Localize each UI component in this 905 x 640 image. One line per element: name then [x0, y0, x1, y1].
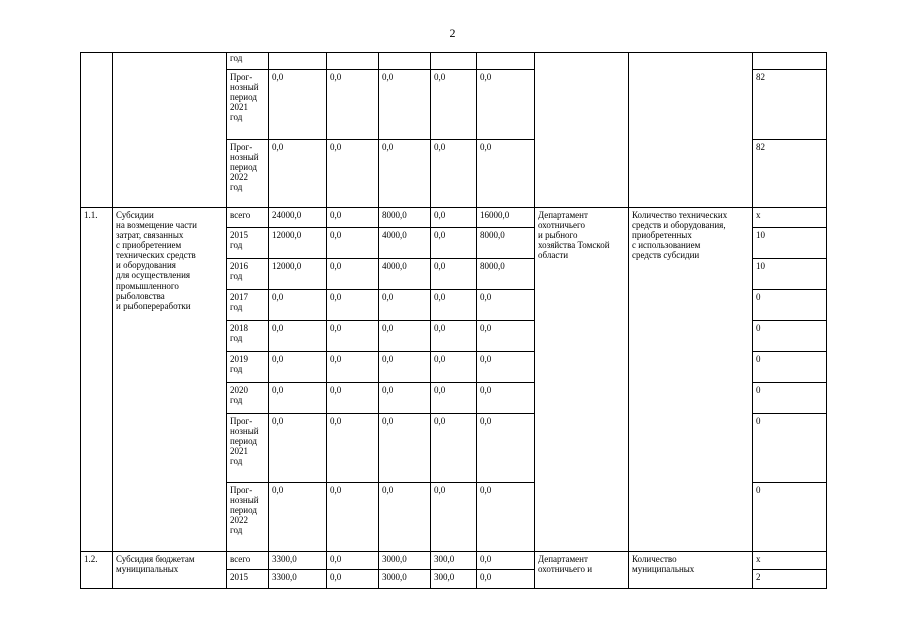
- value-cell: 0,0: [431, 259, 477, 290]
- indicator-value-cell: 10: [753, 228, 827, 259]
- period-cell: всего: [227, 208, 269, 228]
- indicator-value-cell: 0: [753, 352, 827, 383]
- indicator-value-cell: 82: [753, 70, 827, 140]
- value-cell: 0,0: [477, 570, 535, 589]
- period-cell: 2015 год: [227, 228, 269, 259]
- value-cell: 0,0: [379, 483, 431, 552]
- indicator-value-cell: 82: [753, 140, 827, 208]
- table-row: [81, 552, 827, 570]
- value-cell: 0,0: [431, 70, 477, 140]
- value-cell: 0,0: [327, 228, 379, 259]
- value-cell: 0,0: [379, 414, 431, 483]
- table-row: [81, 53, 827, 70]
- indicator-value-cell: 0: [753, 483, 827, 552]
- value-cell: 0,0: [431, 290, 477, 321]
- period-cell: 2017 год: [227, 290, 269, 321]
- value-cell: 4000,0: [379, 228, 431, 259]
- indicator-value-cell: 0: [753, 290, 827, 321]
- indicator-value-cell: 0: [753, 321, 827, 352]
- value-cell: 0,0: [477, 290, 535, 321]
- indicator-cell: Количество технических средств и оборудования, приобретенных с использованием средств субсидии: [629, 208, 753, 552]
- num-cell: 1.2.: [81, 552, 113, 589]
- value-cell: 0,0: [327, 208, 379, 228]
- period-cell: Прог- нозный период 2022 год: [227, 140, 269, 208]
- indicator-cell: [629, 53, 753, 208]
- table-row: [81, 208, 827, 228]
- value-cell: 300,0: [431, 552, 477, 570]
- value-cell: 0,0: [327, 352, 379, 383]
- period-cell: всего: [227, 552, 269, 570]
- value-cell: 0,0: [379, 140, 431, 208]
- value-cell: 0,0: [269, 383, 327, 414]
- executor-cell: [535, 53, 629, 208]
- value-cell: 0,0: [327, 552, 379, 570]
- value-cell: 0,0: [477, 352, 535, 383]
- period-cell: 2016 год: [227, 259, 269, 290]
- num-cell: 1.1.: [81, 208, 113, 552]
- indicator-value-cell: 0: [753, 414, 827, 483]
- value-cell: 0,0: [431, 321, 477, 352]
- executor-cell: Департамент охотничьего и рыбного хозяйства Томской области: [535, 208, 629, 552]
- value-cell: 0,0: [477, 140, 535, 208]
- value-cell: [379, 53, 431, 70]
- page-number: 2: [449, 26, 456, 40]
- value-cell: 0,0: [327, 321, 379, 352]
- value-cell: 0,0: [269, 70, 327, 140]
- value-cell: 12000,0: [269, 228, 327, 259]
- value-cell: 0,0: [379, 383, 431, 414]
- value-cell: 3000,0: [379, 552, 431, 570]
- value-cell: 3000,0: [379, 570, 431, 589]
- period-cell: Прог- нозный период 2021 год: [227, 414, 269, 483]
- name-cell: [113, 53, 227, 208]
- program-table: [80, 52, 827, 589]
- indicator-cell: Количество муниципальных: [629, 552, 753, 589]
- value-cell: 0,0: [379, 321, 431, 352]
- value-cell: [327, 53, 379, 70]
- value-cell: 0,0: [327, 483, 379, 552]
- value-cell: 0,0: [379, 352, 431, 383]
- indicator-value-cell: 2: [753, 570, 827, 589]
- value-cell: 0,0: [327, 414, 379, 483]
- indicator-value-cell: [753, 53, 827, 70]
- period-cell: Прог- нозный период 2021 год: [227, 70, 269, 140]
- indicator-value-cell: x: [753, 208, 827, 228]
- value-cell: 300,0: [431, 570, 477, 589]
- num-cell: [81, 53, 113, 208]
- value-cell: 0,0: [431, 483, 477, 552]
- period-cell: Прог- нозный период 2022 год: [227, 483, 269, 552]
- value-cell: 8000,0: [477, 228, 535, 259]
- value-cell: 0,0: [327, 140, 379, 208]
- value-cell: 0,0: [269, 483, 327, 552]
- value-cell: 0,0: [477, 552, 535, 570]
- indicator-value-cell: x: [753, 552, 827, 570]
- indicator-value-cell: 0: [753, 383, 827, 414]
- value-cell: 0,0: [327, 259, 379, 290]
- value-cell: 0,0: [269, 140, 327, 208]
- period-cell: 2018 год: [227, 321, 269, 352]
- value-cell: 12000,0: [269, 259, 327, 290]
- value-cell: 0,0: [327, 70, 379, 140]
- value-cell: 3300,0: [269, 570, 327, 589]
- period-cell: год: [227, 53, 269, 70]
- value-cell: 0,0: [269, 352, 327, 383]
- name-cell: Субсидии на возмещение части затрат, связанных с приобретением технических средств и оборудования для осуществления промышленного рыболовства и рыбопереработки: [113, 208, 227, 552]
- value-cell: 4000,0: [379, 259, 431, 290]
- value-cell: 0,0: [477, 321, 535, 352]
- value-cell: 0,0: [477, 414, 535, 483]
- value-cell: 0,0: [477, 483, 535, 552]
- period-cell: 2020 год: [227, 383, 269, 414]
- value-cell: 8000,0: [477, 259, 535, 290]
- value-cell: 0,0: [477, 383, 535, 414]
- period-cell: 2015: [227, 570, 269, 589]
- value-cell: 24000,0: [269, 208, 327, 228]
- value-cell: 0,0: [431, 208, 477, 228]
- value-cell: [431, 53, 477, 70]
- value-cell: [477, 53, 535, 70]
- value-cell: 0,0: [269, 321, 327, 352]
- value-cell: 0,0: [431, 383, 477, 414]
- value-cell: 0,0: [431, 414, 477, 483]
- name-cell: Субсидия бюджетам муниципальных: [113, 552, 227, 589]
- value-cell: 0,0: [327, 570, 379, 589]
- value-cell: 0,0: [327, 290, 379, 321]
- value-cell: 16000,0: [477, 208, 535, 228]
- value-cell: 8000,0: [379, 208, 431, 228]
- value-cell: 0,0: [477, 70, 535, 140]
- indicator-value-cell: 10: [753, 259, 827, 290]
- value-cell: 3300,0: [269, 552, 327, 570]
- value-cell: 0,0: [269, 414, 327, 483]
- value-cell: 0,0: [431, 352, 477, 383]
- value-cell: 0,0: [379, 70, 431, 140]
- value-cell: 0,0: [431, 140, 477, 208]
- value-cell: 0,0: [379, 290, 431, 321]
- period-cell: 2019 год: [227, 352, 269, 383]
- value-cell: 0,0: [431, 228, 477, 259]
- value-cell: [269, 53, 327, 70]
- value-cell: 0,0: [269, 290, 327, 321]
- value-cell: 0,0: [327, 383, 379, 414]
- executor-cell: Департамент охотничьего и: [535, 552, 629, 589]
